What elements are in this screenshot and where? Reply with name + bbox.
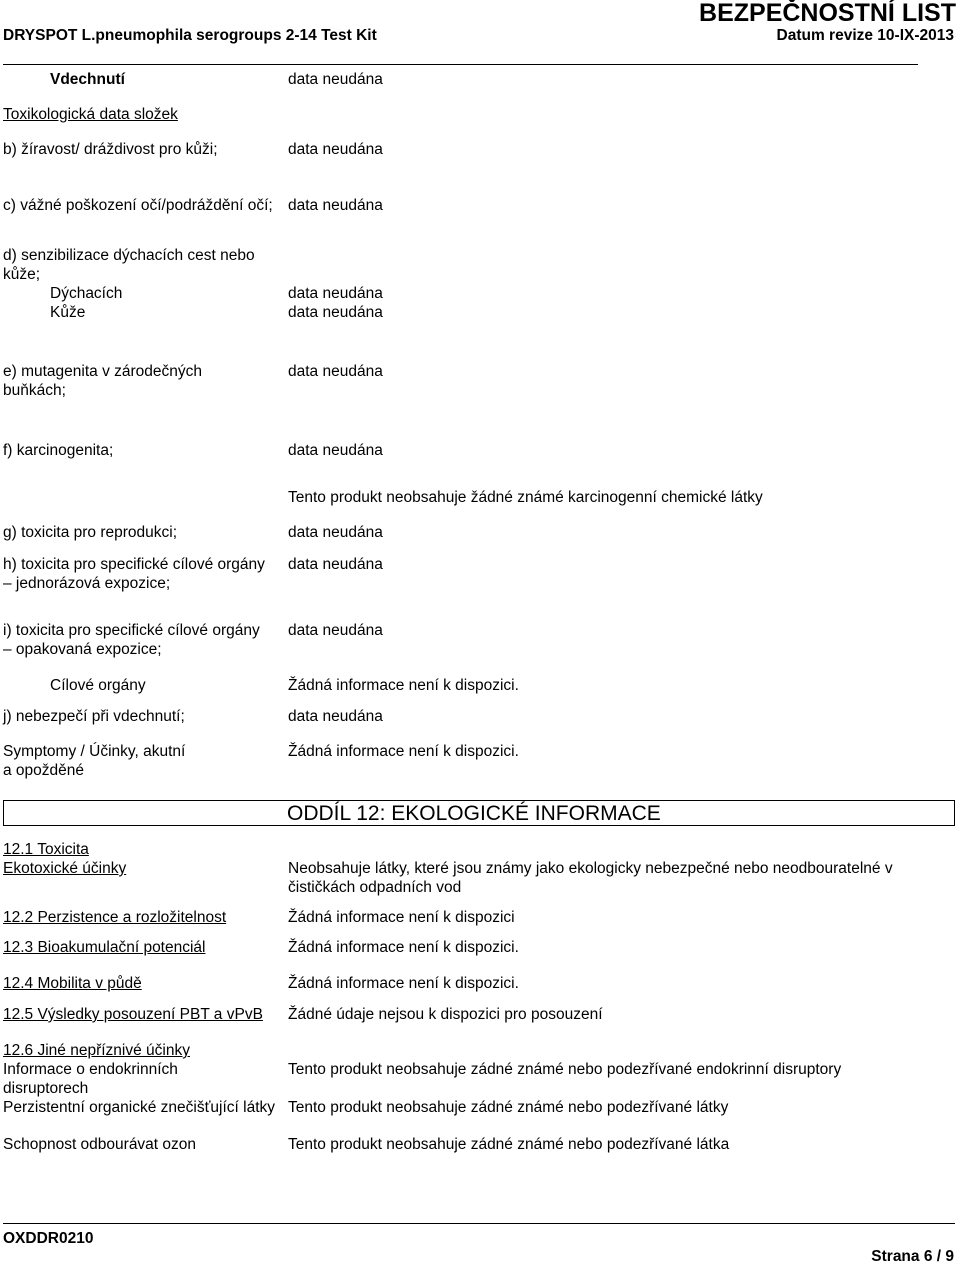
- stot-single-label: h) toxicita pro specifické cílové orgány – jednorázová expozice;: [3, 556, 265, 592]
- mobility-value: Žádná informace není k dispozici.: [288, 975, 519, 992]
- bioaccum-value: Žádná informace není k dispozici.: [288, 939, 519, 956]
- reproductive-value: data neudána: [288, 524, 383, 541]
- target-organs-label: Cílové orgány: [50, 677, 146, 694]
- ecotox-value: Neobsahuje látky, které jsou známy jako ekologicky nebezpečné nebo neodbouratelné v čističkách odpadních vod: [288, 860, 893, 896]
- sensitization-label: d) senzibilizace dýchacích cest nebo kůže;: [3, 247, 255, 283]
- respiratory-label: Dýchacích: [50, 285, 123, 302]
- skin-value: data neudána: [288, 304, 383, 321]
- skin-label: Kůže: [50, 304, 86, 321]
- endocrine-value: Tento produkt neobsahuje zádné známé nebo podezřívané endokrinní disruptory: [288, 1061, 842, 1078]
- section-12-title: ODDÍL 12: EKOLOGICKÉ INFORMACE: [287, 802, 661, 825]
- carcinogenicity-label: f) karcinogenita;: [3, 442, 114, 459]
- pbt-value: Žádné údaje nejsou k dispozici pro posouzení: [288, 1006, 603, 1023]
- symptoms-value: Žádná informace není k dispozici.: [288, 743, 519, 760]
- ozone-label: Schopnost odbourávat ozon: [3, 1136, 197, 1153]
- inhalation-value: data neudána: [288, 71, 383, 88]
- mutagenicity-label: e) mutagenita v zárodečných buňkách;: [3, 363, 203, 399]
- pbt-label: 12.5 Výsledky posouzení PBT a vPvB: [3, 1006, 263, 1023]
- pop-value: Tento produkt neobsahuje zádné známé nebo podezřívané látky: [288, 1099, 729, 1116]
- components-heading: Toxikologická data složek: [3, 106, 178, 123]
- target-organs-value: Žádná informace není k dispozici.: [288, 677, 519, 694]
- endocrine-label: Informace o endokrinních disruptorech: [3, 1061, 178, 1097]
- respiratory-value: data neudána: [288, 285, 383, 302]
- product-name: DRYSPOT L.pneumophila serogroups 2-14 Test Kit: [3, 27, 377, 44]
- eye-damage-label: c) vážné poškození očí/podráždění očí;: [3, 197, 273, 214]
- carcinogenicity-note: Tento produkt neobsahuje žádné známé karcinogenní chemické látky: [288, 489, 763, 506]
- pop-label: Perzistentní organické znečišťující látky: [3, 1099, 276, 1116]
- mobility-label: 12.4 Mobilita v půdě: [3, 975, 142, 992]
- symptoms-label: Symptomy / Účinky, akutní a opožděné: [3, 743, 186, 779]
- document-code: OXDDR0210: [3, 1230, 94, 1247]
- document-title: BEZPEČNOSTNÍ LIST: [699, 0, 956, 27]
- skin-corrosion-label: b) žíravost/ dráždivost pro kůži;: [3, 141, 218, 158]
- skin-corrosion-value: data neudána: [288, 141, 383, 158]
- footer-divider: [3, 1223, 955, 1224]
- stot-repeated-label: i) toxicita pro specifické cílové orgány – opakovaná expozice;: [3, 622, 260, 658]
- inhalation-label: Vdechnutí: [50, 71, 125, 88]
- stot-single-value: data neudána: [288, 556, 383, 573]
- bioaccum-label: 12.3 Bioakumulační potenciál: [3, 939, 206, 956]
- header-divider: [3, 64, 918, 65]
- eye-damage-value: data neudána: [288, 197, 383, 214]
- persistence-value: Žádná informace není k dispozici: [288, 909, 515, 926]
- ozone-value: Tento produkt neobsahuje zádné známé nebo podezřívané látka: [288, 1136, 730, 1153]
- revision-date: Datum revize 10-IX-2013: [776, 27, 954, 44]
- stot-repeated-value: data neudána: [288, 622, 383, 639]
- page-number: Strana 6 / 9: [871, 1248, 954, 1265]
- aspiration-label: j) nebezpečí při vdechnutí;: [3, 708, 185, 725]
- mutagenicity-value: data neudána: [288, 363, 383, 380]
- carcinogenicity-value: data neudána: [288, 442, 383, 459]
- aspiration-value: data neudána: [288, 708, 383, 725]
- other-effects-heading: 12.6 Jiné nepříznivé účinky: [3, 1042, 190, 1059]
- persistence-label: 12.2 Perzistence a rozložitelnost: [3, 909, 227, 926]
- ecotox-label: Ekotoxické účinky: [3, 860, 127, 877]
- toxicity-heading: 12.1 Toxicita: [3, 841, 89, 858]
- reproductive-label: g) toxicita pro reprodukci;: [3, 524, 178, 541]
